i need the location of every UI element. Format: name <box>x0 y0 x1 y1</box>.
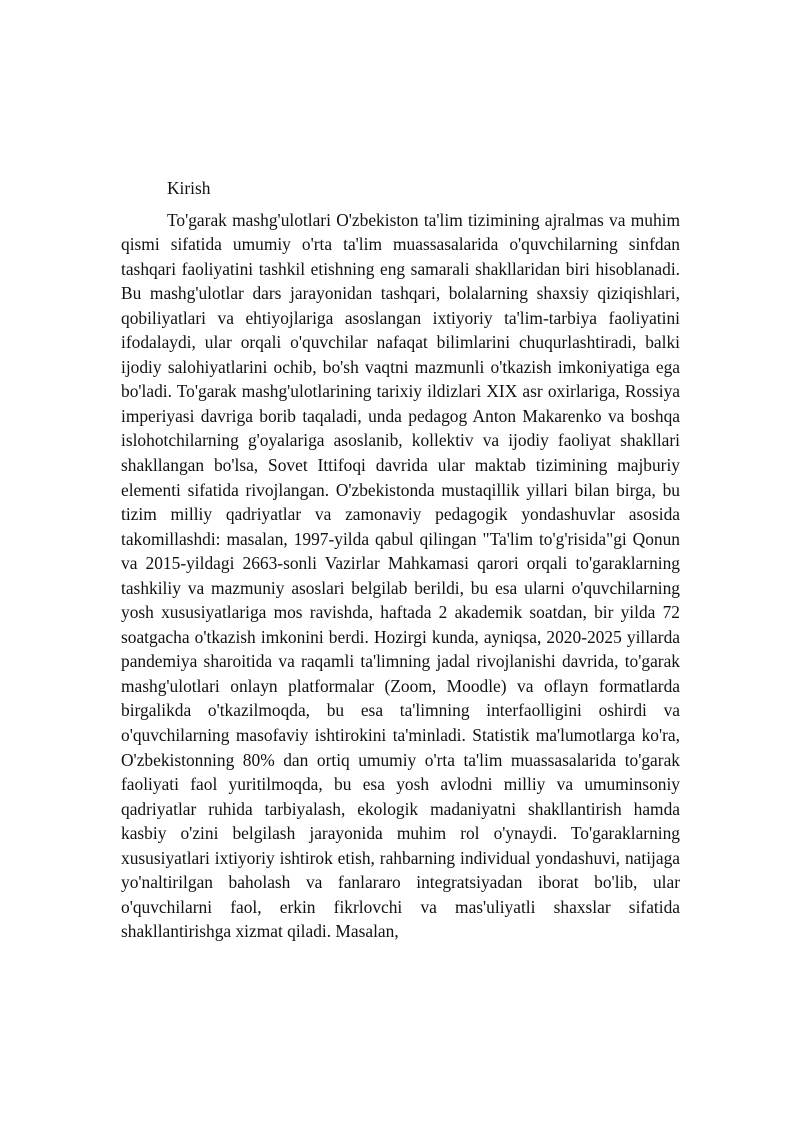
section-heading: Kirish <box>167 178 211 198</box>
body-paragraph: To'garak mashg'ulotlari O'zbekiston ta'lim tizimining ajralmas va muhim qismi sifatida umumiy o'rta ta'lim muassasalarida o'quvchilarning sinfdan tashqari faoliyatini tashkil etishning eng samarali shakllaridan biri hisoblanadi. Bu mashg'ulotlar dars jarayonidan tashqari, bolalarning shaxsiy qiziqishlari, qobiliyatlari va ehtiyojlariga asoslangan ixtiyoriy ta'lim-tarbiya faoliyatini ifodalaydi, ular orqali o'quvchilar nafaqat bilimlarini chuqurlashtiradi, balki ijodiy salohiyatlarini ochib, bo'sh vaqtni mazmunli o'tkazish imkoniyatiga ega bo'ladi. To'garak mashg'ulotlarining tarixiy ildizlari XIX asr oxirlariga, Rossiya imperiyasi davriga borib taqaladi, unda pedagog Anton Makarenko va boshqa islohotchilarning g'oyalariga asoslanib, kollektiv va ijodiy faoliyat shakllari shakllangan bo'lsa, Sovet Ittifoqi davrida ular maktab tizimining majburiy elementi sifatida rivojlangan. O'zbekistonda mustaqillik yillari bilan birga, bu tizim milliy qadriyatlar va zamonaviy pedagogik yondashuvlar asosida takomillashdi: masalan, 1997-yilda qabul qilingan "Ta'lim to'g'risida"gi Qonun va 2015-yildagi 2663-sonli Vazirlar Mahkamasi qarori orqali to'garaklarning tashkiliy va mazmuniy asoslari belgilab berildi, bu esa ularni o'quvchilarning yosh xususiyatlariga mos ravishda, haftada 2 akademik soatdan, bir yilda 72 soatgacha o'tkazish imkonini berdi. Hozirgi kunda, ayniqsa, 2020-2025 yillarda pandemiya sharoitida va raqamli ta'limning jadal rivojlanishi davrida, to'garak mashg'ulotlari onlayn platformalar (Zoom, Moodle) va oflayn formatlarda birgalikda o'tkazilmoqda, bu esa ta'limning interfaolligini oshirdi va o'quvchilarning masofaviy ishtirokini ta'minladi. Statistik ma'lumotlarga ko'ra, O'zbekistonning 80% dan ortiq umumiy o'rta ta'lim muassasalarida to'garak faoliyati faol yuritilmoqda, bu esa yosh avlodni milliy va umuminsoniy qadriyatlar ruhida tarbiyalash, ekologik madaniyatni shakllantirish hamda kasbiy o'zini belgilash jarayonida muhim rol o'ynaydi. To'garaklarning xususiyatlari ixtiyoriy ishtirok etish, rahbarning individual yondashuvi, natijaga yo'naltirilgan baholash va fanlararo integratsiyadan iborat bo'lib, ular o'quvchilarni faol, erkin fikrlovchi va mas'uliyatli shaxslar sifatida shakllantirishga xizmat qiladi. Masalan, <box>121 209 680 942</box>
page-content <box>121 176 680 944</box>
